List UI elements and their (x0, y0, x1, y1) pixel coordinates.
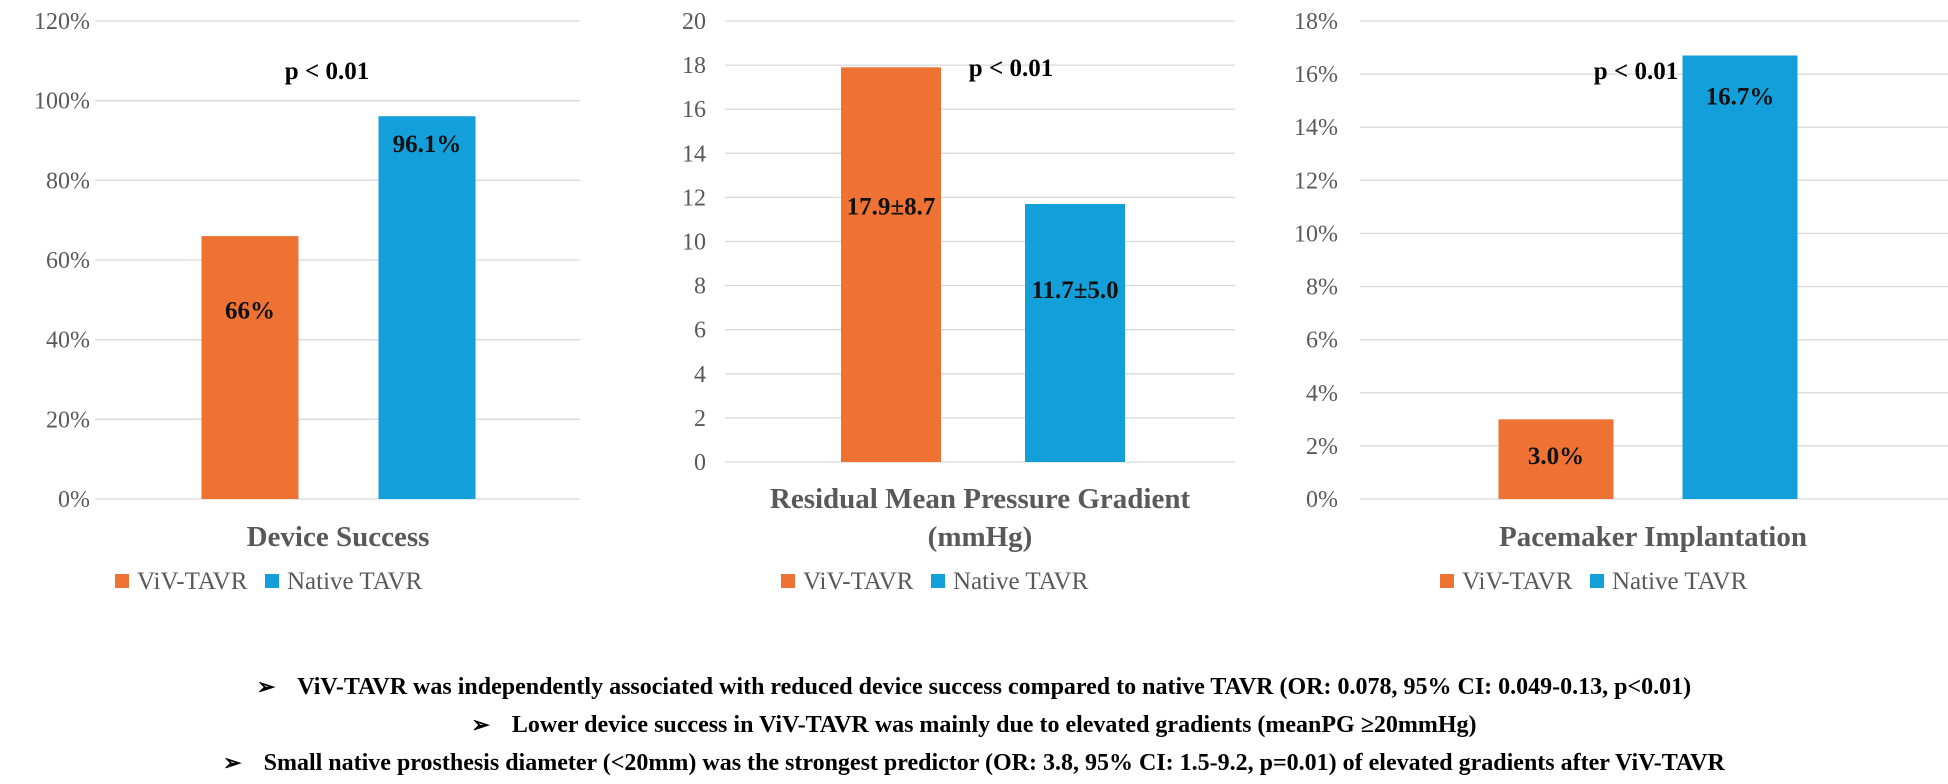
y-tick-label: 100% (34, 88, 90, 115)
y-tick-label: 60% (46, 248, 90, 274)
p-value-annotation: p < 0.01 (284, 58, 370, 85)
bar (379, 116, 476, 499)
p-value-annotation: p < 0.01 (968, 55, 1054, 82)
y-tick-label: 20 (682, 9, 706, 35)
legend-label: ViV-TAVR (137, 568, 248, 595)
legend-label: Native TAVR (953, 568, 1089, 595)
y-tick-label: 12 (682, 185, 706, 212)
legend-label: ViV-TAVR (1462, 568, 1573, 595)
legend-swatch (115, 574, 129, 588)
bar (841, 67, 941, 462)
finding-item (0, 668, 1948, 706)
y-tick-label: 14% (1294, 115, 1338, 142)
y-tick-label: 16 (682, 97, 706, 124)
data-label: 3.0% (1527, 443, 1585, 471)
finding-item (0, 744, 1948, 782)
y-tick-label: 18 (682, 53, 706, 80)
chart-title: Device Success (246, 521, 430, 553)
p-value-annotation: p < 0.01 (1593, 58, 1679, 85)
y-tick-label: 8% (1306, 274, 1338, 301)
arrowhead-bullet-icon: ➢ (471, 712, 490, 737)
finding-text: ViV-TAVR was independently associated with reduced device success compared to native TAVR (OR: 0.078, 95% CI: 0.049-0.13, p<0.01) (297, 674, 1692, 700)
bar (1025, 204, 1125, 462)
y-tick-label: 20% (46, 407, 90, 434)
y-tick-label: 40% (46, 327, 90, 354)
y-tick-label: 10 (682, 229, 706, 256)
y-tick-label: 14 (682, 141, 706, 168)
y-tick-label: 18% (1294, 9, 1338, 35)
legend-label: Native TAVR (287, 568, 423, 595)
legend-label: Native TAVR (1612, 568, 1748, 595)
bar (1683, 56, 1798, 499)
chart-title: Residual Mean Pressure Gradient (769, 483, 1191, 515)
y-tick-label: 8 (694, 273, 706, 300)
data-label: 11.7±5.0 (1031, 277, 1119, 305)
chart-panel (34, 9, 580, 595)
y-tick-label: 0% (58, 487, 90, 513)
data-label: 96.1% (392, 130, 462, 158)
bar (202, 236, 299, 499)
legend-swatch (1590, 574, 1604, 588)
y-tick-label: 0 (694, 450, 706, 476)
y-tick-label: 0% (1306, 487, 1338, 513)
chart-title: (mmHg) (927, 521, 1033, 553)
y-tick-label: 2 (694, 405, 706, 432)
data-label: 66% (225, 297, 275, 325)
y-tick-label: 10% (1294, 221, 1338, 248)
finding-text: Small native prosthesis diameter (<20mm) was the strongest predictor (OR: 3.8, 95% CI: 1.5-9.2, p=0.01) of elevated gradients after ViV-TAVR (263, 750, 1725, 776)
legend-swatch (931, 574, 945, 588)
y-tick-label: 4 (694, 361, 706, 388)
legend-swatch (781, 574, 795, 588)
arrowhead-bullet-icon: ➢ (256, 674, 276, 699)
y-tick-label: 12% (1294, 168, 1338, 195)
legend-swatch (265, 574, 279, 588)
y-tick-label: 120% (34, 9, 90, 35)
chart-panel (682, 9, 1235, 595)
chart-panel (1294, 9, 1948, 595)
y-tick-label: 4% (1306, 380, 1338, 407)
y-tick-label: 6% (1306, 327, 1338, 354)
y-tick-label: 6 (694, 317, 706, 344)
findings-list (0, 668, 1948, 782)
y-tick-label: 16% (1294, 62, 1338, 89)
arrowhead-bullet-icon: ➢ (223, 750, 242, 775)
finding-text: Lower device success in ViV-TAVR was mainly due to elevated gradients (meanPG ≥20mmHg) (511, 712, 1477, 738)
legend-swatch (1440, 574, 1454, 588)
data-label: 17.9±8.7 (846, 193, 936, 221)
data-label: 16.7% (1705, 83, 1775, 111)
finding-item (0, 706, 1948, 744)
y-tick-label: 2% (1306, 433, 1338, 460)
y-tick-label: 80% (46, 168, 90, 195)
legend-label: ViV-TAVR (803, 568, 914, 595)
chart-title: Pacemaker Implantation (1499, 521, 1807, 553)
